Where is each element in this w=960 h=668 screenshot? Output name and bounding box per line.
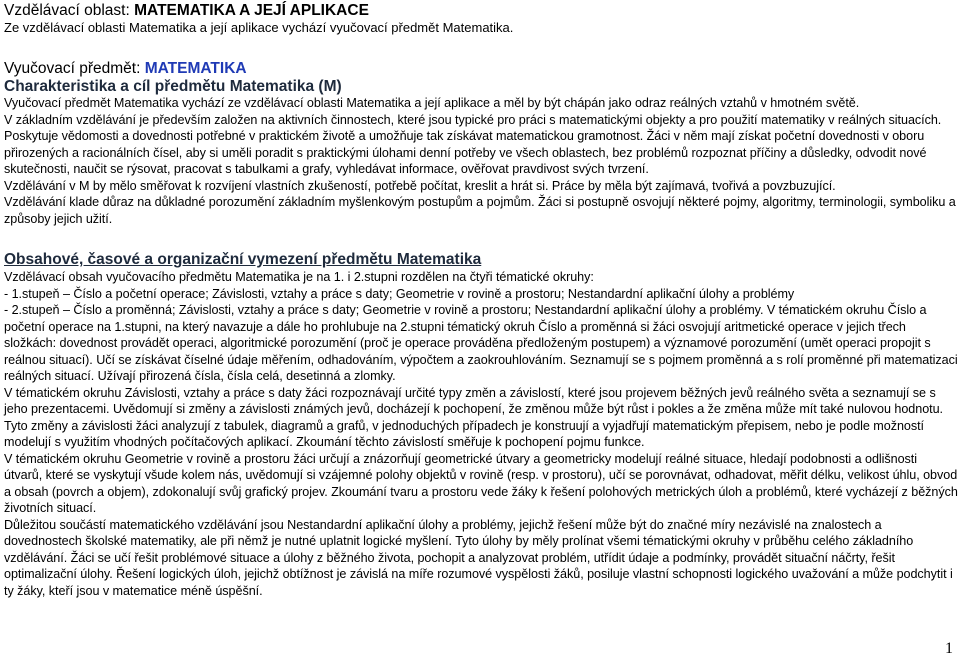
subject-title	[4, 60, 958, 78]
area-intro: Ze vzdělávací oblasti Matematika a její aplikace vychází vyučovací předmět Matematika.	[4, 20, 514, 35]
page-number: 1	[945, 640, 953, 657]
area-title	[4, 1, 958, 20]
organization-paragraph: Důležitou součástí matematického vzdělávání jsou Nestandardní aplikační úlohy a problémy, jejichž řešení může být do značné míry nezávislé na znalostech a dovednostech školské matematiky, ale při němž je nutné uplatnit logické myšlení. Tyto úlohy by měly prolínat všemi tématickými okruhy v průběhu celého základního vzdělávání. Žáci se učí řešit problémové situace a úlohy z běžného života, pochopit a analyzovat problém, utřídit údaje a podmínky, provádět situační náčrty, řešit optimalizační úlohy. Řešení logických úloh, jejichž obtížnost je závislá na míře rozumové vyspělosti žáků, posiluje vlastní schopnosti logického uvažování a může podchytit i ty žáky, kteří jsou v matematice méně úspěšní.	[4, 517, 953, 598]
subject-name: MATEMATIKA	[144, 60, 247, 77]
area-label: Vzdělávací oblast:	[4, 2, 135, 19]
characteristics-paragraph: Vzdělávání v M by mělo směřovat k rozvíjení vlastních zkušeností, potřebě počítat, kreslit a hrát si. Práce by měla být zajímavá, tvořivá a povzbuzující.	[4, 178, 836, 193]
organization-paragraph: - 2.stupeň – Číslo a proměnná; Závislosti, vztahy a práce s daty; Geometrie v rovině a prostoru; Nestandardní aplikační úlohy a problémy. V tématickém okruhu Číslo a početní operace na 1.stupni, na který navazuje a dále ho prohlubuje na 2.stupni tématický okruh Číslo a proměnná si žáci osvojují aritmetické operace v jejich třech složkách: dovednost provádět operaci, algoritmické porozumění (proč je operace prováděna předloženým postupem) a významové porozumění (umět operaci propojit s reálnou situací). Učí se získávat číselné údaje měřením, odhadováním, výpočtem a zaokrouhlováním. Seznamují se s pojmem proměnná a s rolí proměnné při matematizaci reálných situací. Užívají přirozená čísla, čísla celá, desetinná a zlomky.	[4, 303, 958, 383]
organization-paragraph: Vzdělávací obsah vyučovacího předmětu Matematika je na 1. i 2.stupni rozdělen na čtyři tématické okruhy:	[4, 270, 594, 284]
characteristics-body	[4, 95, 958, 227]
organization-paragraph: - 1.stupeň – Číslo a početní operace; Závislosti, vztahy a práce s daty; Geometrie v rovině a prostoru; Nestandardní aplikační úlohy a problémy	[4, 286, 795, 301]
characteristics-heading: Charakteristika a cíl předmětu Matematika (M)	[4, 78, 342, 95]
characteristics-paragraph: Vzdělávání klade důraz na důkladné porozumění základním myšlenkovým postupům a pojmům. Žáci si postupně osvojují některé pojmy, algoritmy, terminologii, symboliku a způsoby jejich užití.	[4, 195, 956, 226]
characteristics-paragraph: Vyučovací předmět Matematika vychází ze vzdělávací oblasti Matematika a její aplikace a měl by být chápán jako odraz reálných vztahů v hmotném světě.	[4, 96, 860, 110]
area-name: MATEMATIKA A JEJÍ APLIKACE	[134, 2, 369, 19]
organization-body	[4, 269, 958, 599]
organization-paragraph: V tématickém okruhu Závislosti, vztahy a práce s daty žáci rozpoznávají určité typy změn a závislostí, které jsou projevem běžných jevů reálného světa a seznamují se s jeho prezentacemi. Uvědomují si změny a závislosti známých jevů, docházejí k pochopení, že změnou může být růst i pokles a že změna může mít také nulovou hodnotu. Tyto změny a závislosti žáci analyzují z tabulek, diagramů a grafů, v jednoduchých případech je konstruují a vyjadřují matematickým přepisem, nebo je podle možností modelují s využitím vhodných počítačových aplikací. Zkoumání těchto závislostí směřuje k pochopení pojmu funkce.	[4, 385, 944, 449]
organization-paragraph: V tématickém okruhu Geometrie v rovině a prostoru žáci určují a znázorňují geometrické útvary a geometricky modelují reálné situace, hledají podobnosti a odlišnosti útvarů, které se vyskytují všude kolem nás, uvědomují si vzájemné polohy objektů v rovině (resp. v prostoru), učí se porovnávat, odhadovat, měřit délku, velikost úhlu, obvod a obsah (povrch a objem), zdokonalují svůj grafický projev. Zkoumání tvaru a prostoru vede žáky k řešení polohových metrických úloh a problémů, které vycházejí z běžných životních situací.	[4, 451, 958, 515]
subject-label: Vyučovací předmět:	[4, 60, 145, 77]
organization-heading: Obsahové, časové a organizační vymezení předmětu Matematika	[4, 251, 482, 268]
characteristics-paragraph: V základním vzdělávání je především založen na aktivních činnostech, které jsou typické pro práci s matematickými objekty a pro použití matematiky v reálných situacích. Poskytuje vědomosti a dovednosti potřebné v praktickém životě a umožňuje tak získávat matematickou gramotnost. Žáci v něm mají získat početní dovednosti v oboru přirozených a racionálních čísel, aby si uměli poradit s praktickými úlohami denní potřeby ve všech oblastech, bez problémů rozpoznat příčiny a důsledky, odvodit nové skutečnosti, naučit se rýsovat, pracovat s tabulkami a grafy, vyhledávat informace, ověřovat pravdivost svých tvrzení.	[4, 112, 942, 176]
document-page	[4, 0, 958, 599]
